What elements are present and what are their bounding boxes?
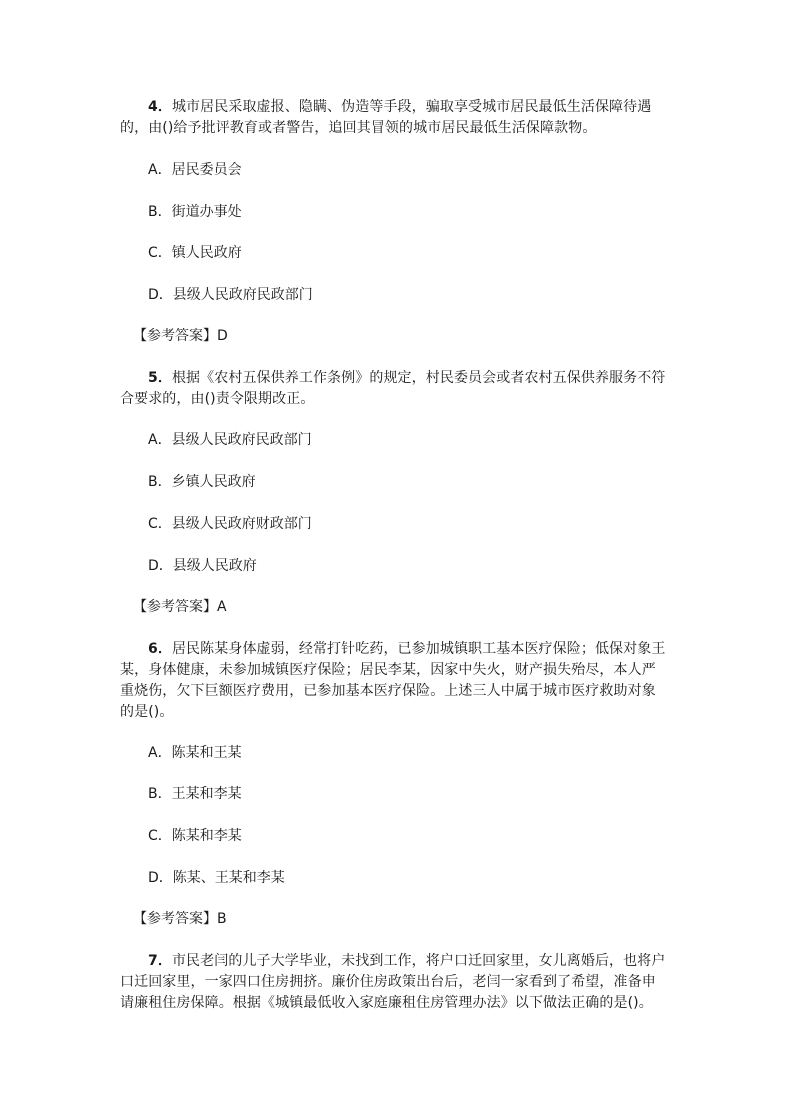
question-7 [120,951,668,1014]
option-d: D．陈某、王某和李某 [148,870,285,886]
option-a: A．居民委员会 [148,162,242,178]
question-text: 居民陈某身体虚弱，经常打针吃药，已参加城镇职工基本医疗保险；低保对象王某，身体健康，未参加城镇医疗保险；居民李某，因家中失火，财产损失殆尽，本人严重烧伤，欠下巨额医疗费用，已参加基本医疗保险。上述三人中属于城市医疗救助对象的是()。 [120,641,666,720]
option-c: C．陈某和李某 [148,828,242,844]
option-b: B．街道办事处 [148,204,242,220]
question-text: 市民老闫的儿子大学毕业，未找到工作，将户口迁回家里，女儿离婚后，也将户口迁回家里，一家四口住房拥挤。廉价住房政策出台后，老闫一家看到了希望，准备申请廉租住房保障。根据《城镇最低收入家庭廉租住房管理办法》以下做法正确的是()。 [120,953,666,1011]
answer-key: 【参考答案】A [133,599,227,615]
option-a: A．县级人民政府民政部门 [148,432,312,448]
question-number: 7． [148,953,172,969]
question-number: 5． [148,370,172,386]
question-4 [120,97,668,139]
question-5 [120,368,668,410]
answer-key: 【参考答案】D [133,328,228,344]
question-number: 6． [148,641,172,657]
question-text: 根据《农村五保供养工作条例》的规定，村民委员会或者农村五保供养服务不符合要求的，由()责令限期改正。 [120,370,666,407]
option-b: B．王某和李某 [148,786,242,802]
question-text: 城市居民采取虚报、隐瞒、伪造等手段，骗取享受城市居民最低生活保障待遇的，由()给予批评教育或者警告，追回其冒领的城市居民最低生活保障款物。 [120,99,652,136]
option-a: A．陈某和王某 [148,745,242,761]
option-d: D．县级人民政府民政部门 [148,287,313,303]
option-b: B．乡镇人民政府 [148,474,256,490]
question-number: 4． [148,99,172,115]
option-c: C．镇人民政府 [148,245,242,261]
answer-key: 【参考答案】B [133,911,227,927]
option-c: C．县级人民政府财政部门 [148,516,312,532]
option-d: D．县级人民政府 [148,558,257,574]
question-6 [120,639,668,723]
